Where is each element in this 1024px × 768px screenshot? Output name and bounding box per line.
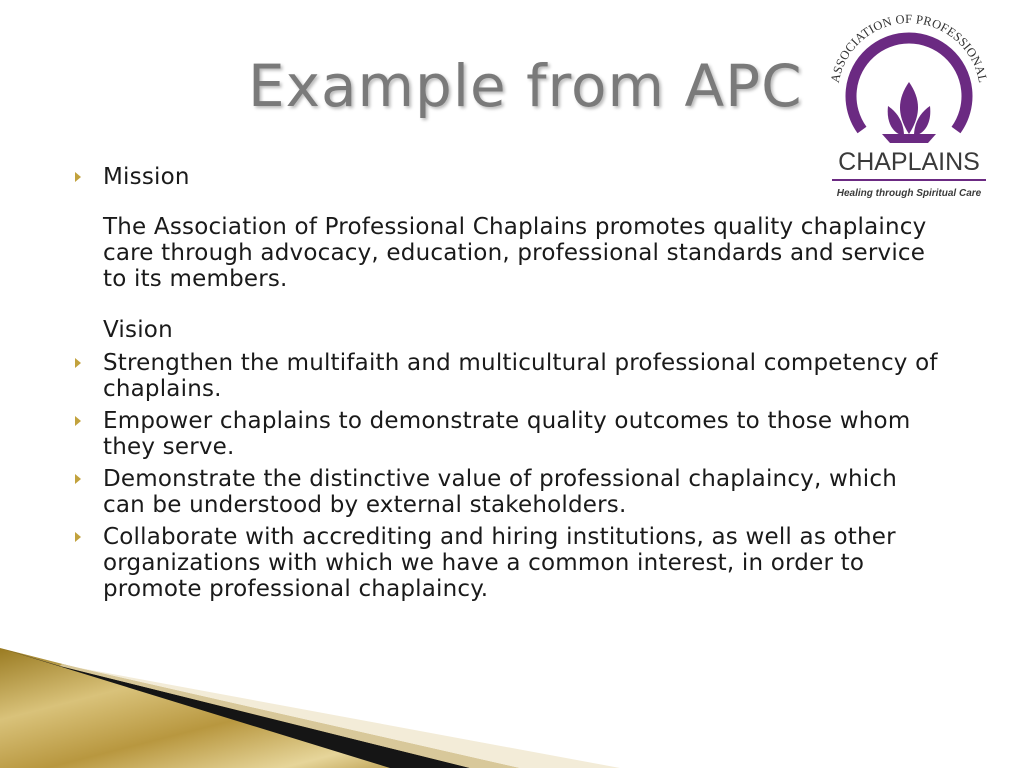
vision-item-text: Empower chaplains to demonstrate quality outcomes to those whom they serve. [103,408,911,460]
mission-heading: Mission [103,164,190,190]
vision-item-text: Strengthen the multifaith and multicultural professional competency of chaplains. [103,350,938,402]
vision-item-text: Demonstrate the distinctive value of professional chaplaincy, which can be understood by external stakeholders. [103,466,898,518]
bullet-arrow-icon [75,358,81,368]
flame-icon [882,82,936,143]
logo-ring-text: ASSOCIATION OF PROFESSIONAL [827,11,991,85]
vision-item [72,408,942,460]
logo-name: CHAPLAINS [838,148,980,176]
mission-text: The Association of Professional Chaplains promotes quality chaplaincy care through advocacy, education, professional standards and service to its members. [103,214,927,292]
vision-item-text: Collaborate with accrediting and hiring institutions, as well as other organizations with which we have a common interest, in order to promote professional chaplaincy. [103,524,896,602]
vision-item [72,524,942,602]
bullet-arrow-icon [75,532,81,542]
vision-item [72,466,942,518]
logo-tagline: Healing through Spiritual Care [836,188,982,199]
decorative-gold-band [0,640,1024,768]
slide-content [72,164,942,602]
bullet-arrow-icon [75,474,81,484]
bullet-arrow-icon [75,416,81,426]
vision-item [72,350,942,402]
bullet-arrow-icon [75,172,81,182]
slide-title: Example from APC [248,52,803,120]
vision-heading: Vision [103,317,173,343]
mission-bullet [72,164,942,190]
